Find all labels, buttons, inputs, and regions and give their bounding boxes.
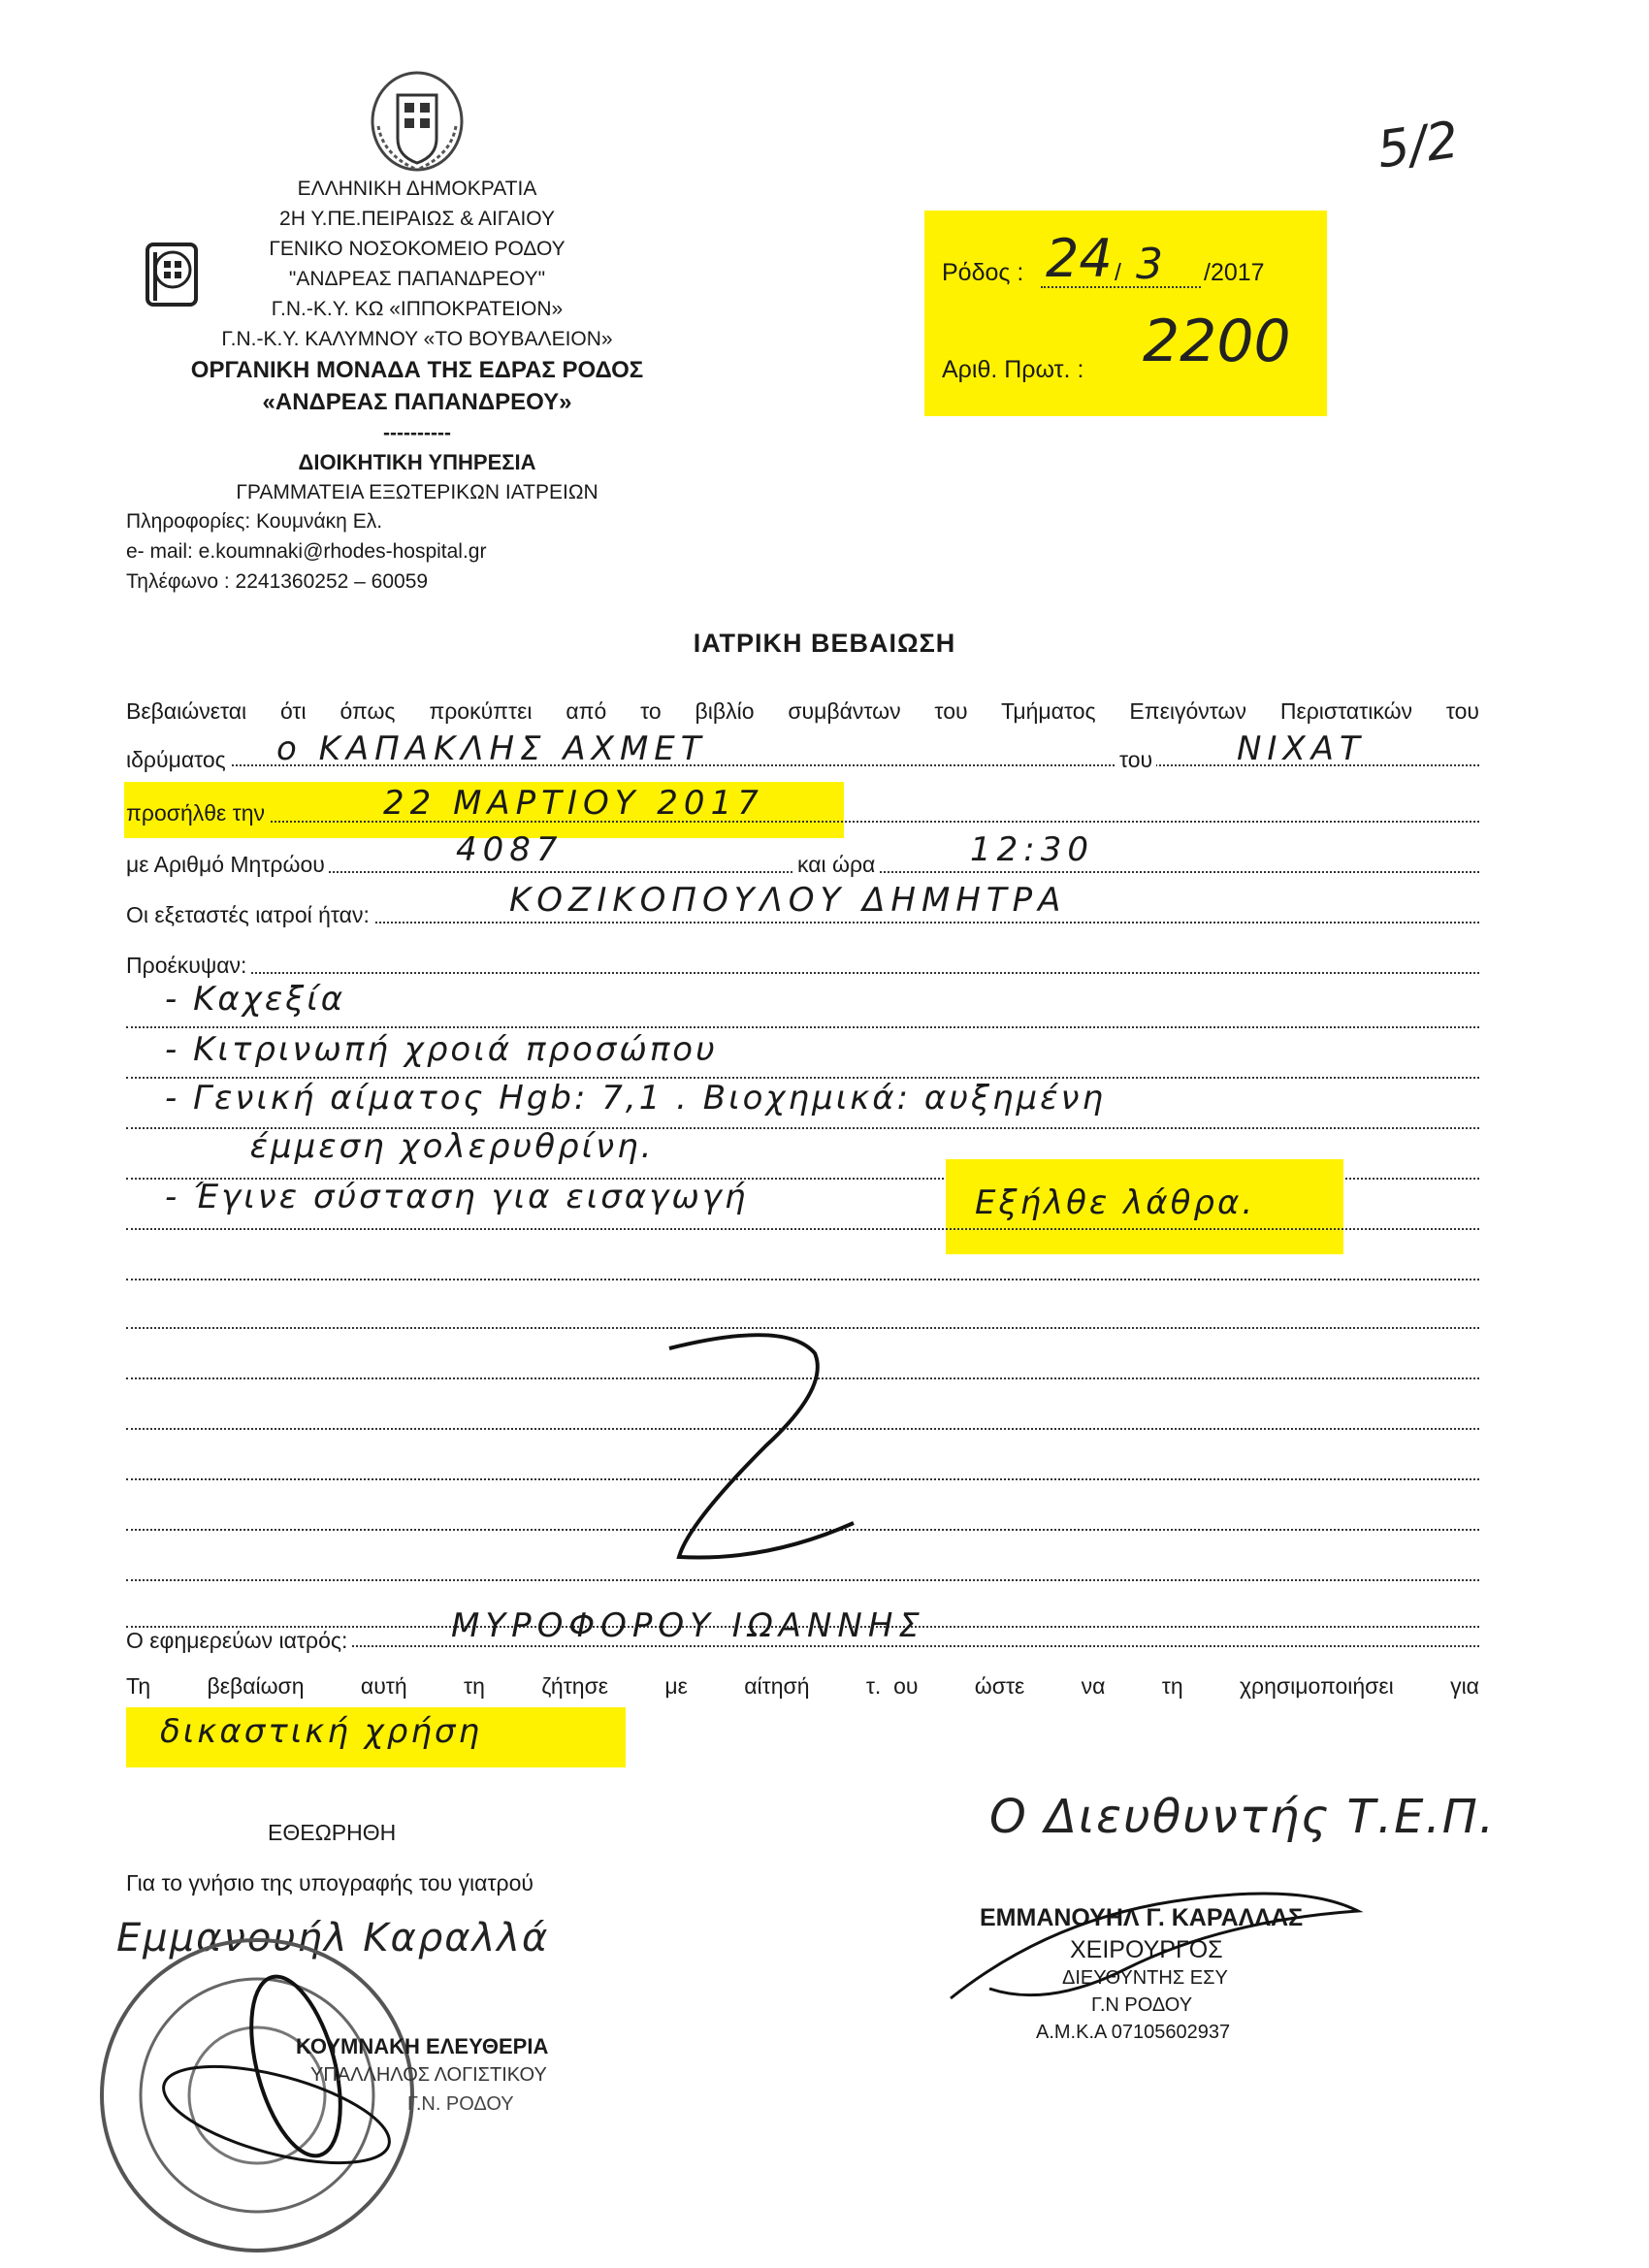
request-word: Τη	[126, 1673, 151, 1699]
request-word: ζήτησε	[541, 1673, 609, 1699]
request-by: τ. ου	[865, 1673, 919, 1699]
doctors-label: Οι εξεταστές ιατροί ήταν:	[126, 902, 373, 928]
visit-date: 22 ΜΑΡΤΙΟΥ 2017	[383, 784, 764, 823]
org-unit-line-1: ΟΡΓΑΝΙΚΗ ΜΟΝΑΔΑ ΤΗΣ ΕΔΡΑΣ ΡΟΔΟΣ	[190, 357, 644, 383]
date-protocol-box	[924, 211, 1327, 416]
findings-label-line	[126, 945, 1479, 974]
finding-item: έμμεση χολερυθρίνη.	[223, 1127, 655, 1166]
visit-label: προσήλθε την	[126, 800, 269, 826]
on-call-doctor: ΜΥΡΟΦΟΡΟΥ ΙΩΑΝΝΗΣ	[451, 1606, 925, 1645]
visit-line	[126, 794, 1479, 823]
registry-number: 4087	[456, 830, 564, 869]
request-word: για	[1450, 1673, 1479, 1699]
request-word: με	[664, 1673, 688, 1699]
contact-info: Πληροφορίες: Κουμνάκη Ελ.	[126, 510, 383, 533]
patient-name: ο ΚΑΠΑΚΛΗΣ ΑΧΜΕΤ	[276, 729, 707, 768]
finding-item: - Καχεξία	[165, 980, 346, 1019]
right-sign-handwritten: Ο Διευθυντής Τ.Ε.Π.	[989, 1790, 1497, 1844]
service-name: ΔΙΟΙΚΗΤΙΚΗ ΥΠΗΡΕΣΙΑ	[298, 450, 536, 474]
signer-amka: Α.Μ.Κ.Α 07105602937	[1036, 2022, 1231, 2043]
finding-item: - Κιτρινωπή χροιά προσώπου	[165, 1030, 718, 1069]
request-word: βεβαίωση	[207, 1673, 305, 1699]
margin-note: 5/2	[1374, 111, 1463, 180]
left-sign-heading: ΕΘΕΩΡΗΘΗ	[268, 1820, 397, 1845]
father-label: του	[1116, 747, 1156, 773]
protocol-label: Αριθ. Πρωτ. :	[942, 356, 1084, 383]
date-year: /2017	[1204, 259, 1265, 286]
header-line-2: 2Η Υ.ΠΕ.ΠΕΙΡΑΙΩΣ & ΑΙΓΑΙΟΥ	[279, 208, 555, 230]
signature-scribble	[931, 1882, 1377, 2018]
round-stamp	[92, 1930, 422, 2260]
empty-line	[126, 1251, 1479, 1280]
date-day: 24	[1046, 228, 1113, 289]
request-word: να	[1081, 1673, 1106, 1699]
signer-role: ΧΕΙΡΟΥΡΓΟΣ	[1070, 1936, 1223, 1963]
header-line-5: Γ.Ν.-Κ.Υ. ΚΩ «ΙΠΠΟΚΡΑΤΕΙΟΝ»	[271, 298, 564, 320]
finding-item: - Έγινε σύσταση για εισαγωγή	[165, 1178, 749, 1216]
request-word: αυτή	[360, 1673, 407, 1699]
signer-title: ΔΙΕΥΘΥΝΤΗΣ ΕΣΥ	[1062, 1967, 1228, 1989]
department-name: ΓΡΑΜΜΑΤΕΙΑ ΕΞΩΤΕΡΙΚΩΝ ΙΑΤΡΕΙΩΝ	[236, 481, 598, 503]
findings-highlight: Εξήλθε λάθρα.	[975, 1183, 1256, 1222]
time-label: και ώρα	[793, 852, 879, 878]
header-separator: ----------	[383, 422, 451, 444]
empty-line	[126, 1300, 1479, 1329]
purpose-text: δικαστική χρήση	[160, 1712, 483, 1751]
header-line-1: ΕΛΛΗΝΙΚΗ ΔΗΜΟΚΡΑΤΙΑ	[297, 178, 537, 200]
protocol-number: 2200	[1143, 308, 1291, 375]
findings-label: Προέκυψαν:	[126, 953, 250, 979]
request-word: τη	[463, 1673, 485, 1699]
institution-label: ιδρύματος	[126, 747, 230, 773]
greek-emblem	[369, 68, 466, 175]
strike-mark	[650, 1329, 863, 1571]
doctors-name: ΚΟΖΙΚΟΠΟΥΛΟΥ ΔΗΜΗΤΡΑ	[509, 881, 1067, 920]
registry-label: με Αριθμό Μητρώου	[126, 852, 329, 878]
request-word: χρησιμοποιήσει	[1239, 1673, 1394, 1699]
place-label: Ρόδος :	[942, 259, 1024, 286]
stamp-role: ΥΠΑΛΛΗΛΟΣ ΛΟΓΙΣΤΙΚΟΥ	[310, 2064, 547, 2086]
on-call-label: Ο εφημερεύων ιατρός:	[126, 1628, 351, 1654]
contact-phone: Τηλέφωνο : 2241360252 – 60059	[126, 570, 429, 593]
date-month: 3	[1136, 240, 1163, 289]
page-title: ΙΑΤΡΙΚΗ ΒΕΒΑΙΩΣΗ	[693, 629, 956, 658]
left-sign-handwritten: Εμμανουήλ Καραλλά	[116, 1916, 550, 1960]
finding-item: - Γενική αίματος Hgb: 7,1 . Βιοχημικά: αυξημένη	[165, 1079, 1107, 1118]
left-sign-subheading: Για το γνήσιο της υπογραφής του γιατρού	[126, 1870, 534, 1895]
header-line-6: Γ.Ν.-Κ.Υ. ΚΑΛΥΜΝΟΥ «ΤΟ ΒΟΥΒΑΛΕΙΟΝ»	[221, 328, 613, 350]
header-line-3: ΓΕΝΙΚΟ ΝΟΣΟΚΟΜΕΙΟ ΡΟΔΟΥ	[269, 238, 566, 260]
stamp-org: Γ.Ν. ΡΟΔΟΥ	[407, 2093, 514, 2115]
stamp-name: ΚΟΥΜΝΑΚΗ ΕΛΕΥΘΕΡΙΑ	[296, 2034, 549, 2058]
time-value: 12:30	[970, 830, 1094, 869]
father-name: ΝΙΧΑΤ	[1237, 729, 1366, 768]
date-slash: /	[1115, 259, 1121, 286]
org-unit-line-2: «ΑΝΔΡΕΑΣ ΠΑΠΑΝΔΡΕΟΥ»	[262, 389, 572, 415]
signer-name: ΕΜΜΑΝΟΥΗΛ Γ. ΚΑΡΑΛΛΑΣ	[980, 1904, 1304, 1931]
request-word: αίτησή	[744, 1673, 810, 1699]
header-line-4: "ΑΝΔΡΕΑΣ ΠΑΠΑΝΔΡΕΟΥ"	[288, 268, 546, 290]
intro-text: Βεβαιώνεται ότι όπως προκύπτει από το βιβλίο συμβάντων του Τμήματος Επειγόντων Περιστατικών του	[126, 698, 1479, 724]
request-word: ώστε	[974, 1673, 1025, 1699]
request-word: τη	[1161, 1673, 1183, 1699]
request-sentence	[126, 1673, 1479, 1700]
signer-org: Γ.Ν ΡΟΔΟΥ	[1091, 1994, 1193, 2016]
contact-email: e- mail: e.koumnaki@rhodes-hospital.gr	[126, 540, 487, 563]
